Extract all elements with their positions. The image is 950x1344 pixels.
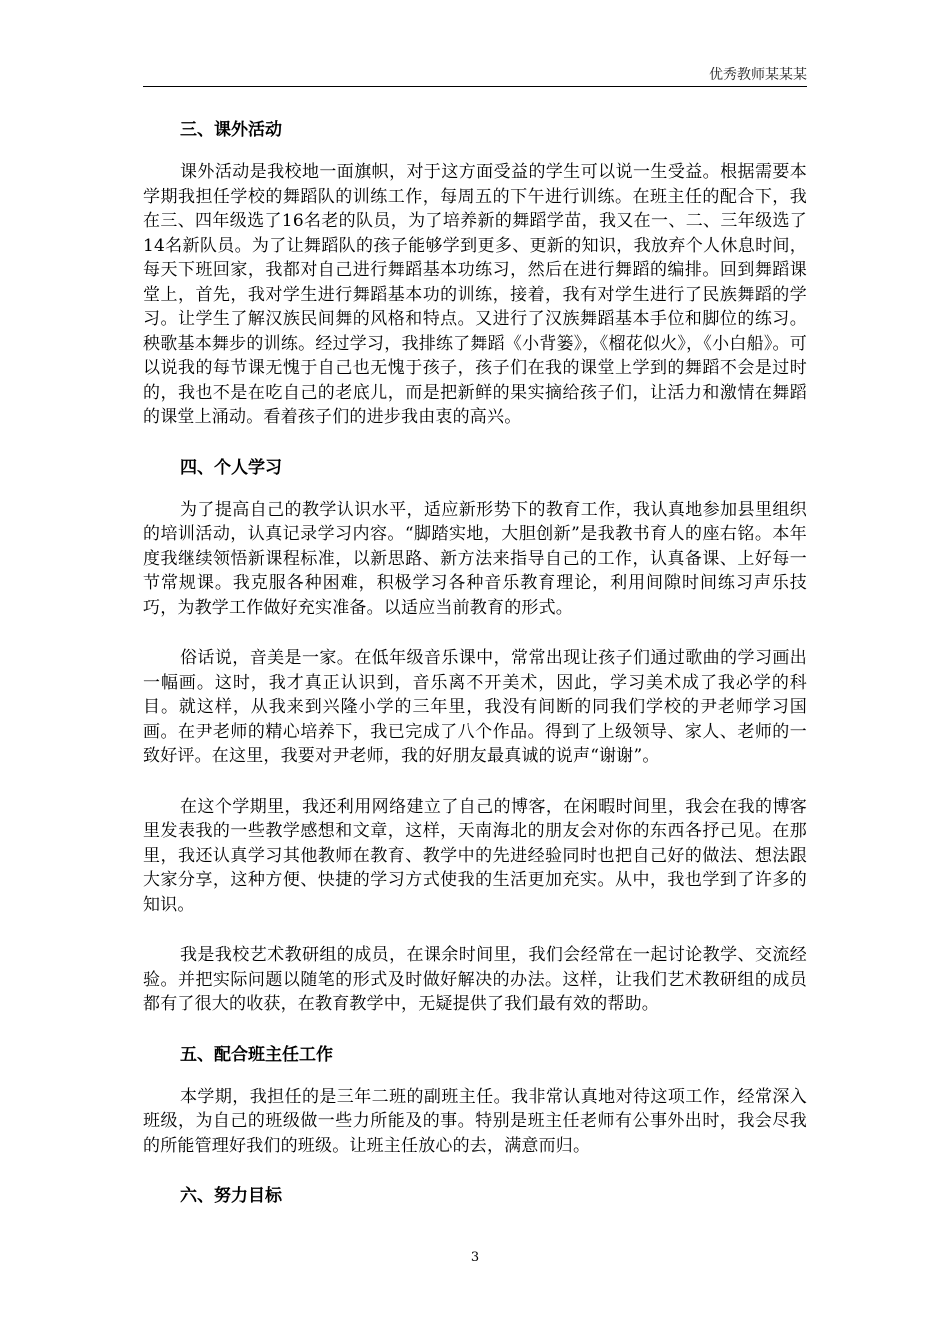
- header-title: 优秀教师某某某: [709, 67, 807, 83]
- section-heading: 四、个人学习: [180, 457, 282, 478]
- paragraph: 俗话说，音美是一家。在低年级音乐课中，常常出现让孩子们通过歌曲的学习画出一幅画。这时，我才真正认识到，音乐离不开美术，因此，学习美术成了我必学的科目。就这样，从我来到兴隆小学的三年里，我没有间断的同我们学校的尹老师学习国画。在尹老师的精心培养下，我已完成了八个作品。得到了上级领导、家人、老师的一致好评。在这里，我要对尹老师，我的好朋友最真诚的说声“谢谢”。: [143, 648, 807, 766]
- page-header: [143, 62, 807, 87]
- paragraph: 我是我校艺术教研组的成员，在课余时间里，我们会经常在一起讨论教学、交流经验。并把实际问题以随笔的形式及时做好解决的办法。这样，让我们艺术教研组的成员都有了很大的收获，在教育教学中，无疑提供了我们最有效的帮助。: [143, 945, 807, 1014]
- section-heading: 六、努力目标: [180, 1186, 282, 1206]
- paragraph: 在这个学期里，我还利用网络建立了自己的博客，在闲暇时间里，我会在我的博客里发表我的一些教学感想和文章，这样，天南海北的朋友会对你的东西各抒己见。在那里，我还认真学习其他教师在教育、教学中的先进经验同时也把自己好的做法、想法跟大家分享，这种方便、快捷的学习方式使我的生活更加充实。从中，我也学到了许多的知识。: [143, 796, 807, 915]
- page-number: 3: [470, 1250, 480, 1265]
- section-heading: 三、课外活动: [180, 120, 282, 140]
- document-body: [143, 118, 807, 1226]
- section-class-teacher-support: [143, 1043, 807, 1159]
- section-goals: [143, 1184, 807, 1208]
- paragraph: 本学期，我担任的是三年二班的副班主任。我非常认真地对待这项工作，经常深入班级，为自己的班级做一些力所能及的事。特别是班主任老师有公事外出时，我会尽我的所能管理好我们的班级。让班主任放心的去，满意而归。: [143, 1086, 807, 1156]
- paragraph: 为了提高自己的教学认识水平，适应新形势下的教育工作，我认真地参加县里组织的培训活动，认真记录学习内容。“脚踏实地，大胆创新”是我教书育人的座右铭。本年度我继续领悟新课程标准，以新思路、新方法来指导自己的工作，认真备课、上好每一节常规课。我克服各种困难，积极学习各种音乐教育理论，利用间隙时间练习声乐技巧，为教学工作做好充实准备。以适应当前教育的形式。: [143, 499, 807, 618]
- section-extracurricular: [143, 118, 807, 430]
- section-heading: 五、配合班主任工作: [180, 1044, 333, 1065]
- section-personal-study: [143, 456, 807, 1017]
- paragraph: 课外活动是我校地一面旗帜，对于这方面受益的学生可以说一生受益。根据需要本学期我担任学校的舞蹈队的训练工作，每周五的下午进行训练。在班主任的配合下，我在三、四年级选了16名老的队员，为了培养新的舞蹈学苗，我又在一、二、三年级选了14名新队员。为了让舞蹈队的孩子能够学到更多、更新的知识，我放弃个人休息时间，每天下班回家，我都对自己进行舞蹈基本功练习，然后在进行舞蹈的编排。回到舞蹈课堂上，首先，我对学生进行舞蹈基本功的训练，接着，我有对学生进行了民族舞蹈的学习。让学生了解汉族民间舞的风格和特点。又进行了汉族舞蹈基本手位和脚位的练习。秧歌基本舞步的训练。经过学习，我排练了舞蹈《小背篓》，《榴花似火》，《小白船》。可以说我的每节课无愧于自己也无愧于孩子，孩子们在我的课堂上学到的舞蹈不会是过时的，我也不是在吃自己的老底儿，而是把新鲜的果实摘给孩子们，让活力和激情在舞蹈的课堂上涌动。看着孩子们的进步我由衷的高兴。: [143, 162, 807, 427]
